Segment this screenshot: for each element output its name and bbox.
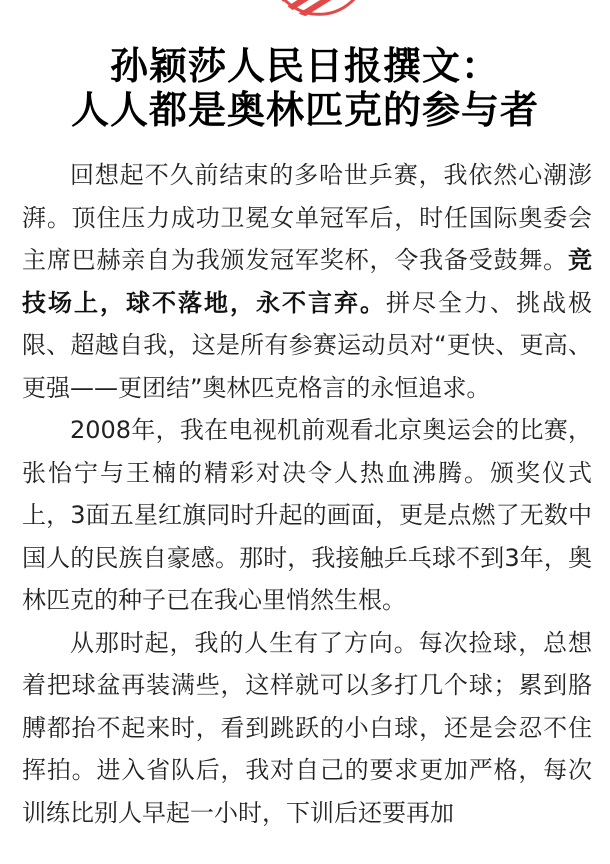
paragraph-1-text: 回想起不久前结束的多哈世乒赛，我依然心潮澎湃。顶住压力成功卫冕女单冠军后，时任国际奥委会主席巴赫亲自为我颁发冠军奖杯，令我备受鼓舞。 xyxy=(22,161,592,274)
article-body xyxy=(22,154,592,834)
paragraph-2: 2008年，我在电视机前观看北京奥运会的比赛，张怡宁与王楠的精彩对决令人热血沸腾。颁奖仪式上，3面五星红旗同时升起的画面，更是点燃了无数中国人的民族自豪感。那时，我接触乒乓球不到3年，奥林匹克的种子已在我心里悄然生根。 xyxy=(22,416,592,614)
paragraph-3: 从那时起，我的人生有了方向。每次捡球，总想着把球盆再装满些，这样就可以多打几个球；累到胳膊都抬不起来时，看到跳跃的小白球，还是会忍不住挥拍。进入省队后，我对自己的要求更加严格，每次训练比别人早起一小时，下训后还要再加 xyxy=(22,628,592,827)
title-line-1: 孙颖莎人民日报撰文： xyxy=(109,44,500,88)
article-title xyxy=(0,44,610,132)
paragraph-1 xyxy=(22,154,592,409)
newspaper-logo xyxy=(269,0,369,24)
paragraph-1-text-cont: 拼尽全力、挑战极限、超越自我，这是所有参赛运动员对“更快、更高、更强——更团结”奥林匹克格言的永恒追求。 xyxy=(22,288,592,402)
paragraph-1-bold-quote: 竞技场上，球不落地，永不言弃。 xyxy=(22,246,592,317)
title-line-2: 人人都是奥林匹克的参与者 xyxy=(70,88,539,132)
